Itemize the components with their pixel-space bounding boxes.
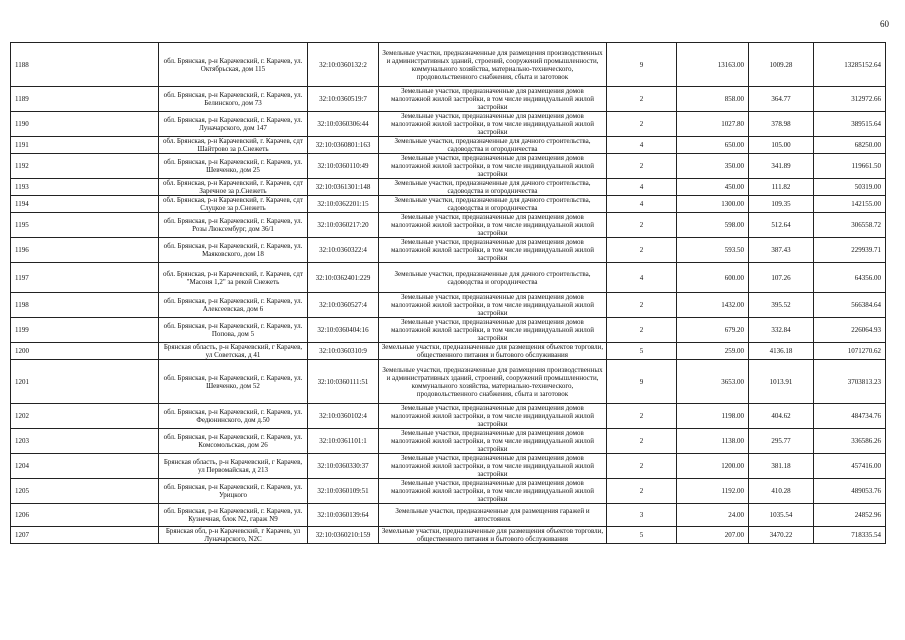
cadastral-number-cell: 32:10:0360527:4: [308, 293, 379, 318]
area-cell: 24.00: [677, 504, 749, 527]
cadastral-number-cell: 32:10:0360110:49: [308, 154, 379, 179]
address-cell: Брянская область, р-н Карачевский, г Карачев, ул Советская, д 41: [159, 343, 308, 360]
purpose-group-cell: 2: [607, 238, 677, 263]
table-row: [11, 343, 886, 360]
land-purpose-cell: Земельные участки, предназначенные для размещения домов малоэтажной жилой застройки, в том числе индивидуальной жилой застройки: [379, 318, 607, 343]
purpose-group-cell: 4: [607, 179, 677, 196]
purpose-group-cell: 2: [607, 454, 677, 479]
cadastral-value-table: [10, 42, 886, 544]
cadastral-number-cell: 32:10:0360139:64: [308, 504, 379, 527]
land-purpose-cell: Земельные участки, предназначенные для размещения домов малоэтажной жилой застройки, в том числе индивидуальной жилой застройки: [379, 112, 607, 137]
row-number-cell: 1207: [11, 527, 159, 544]
address-cell: обл. Брянская, р-н Карачевский, г. Карачев, ул. Комсомольская, дом 26: [159, 429, 308, 454]
address-cell: обл. Брянская, р-н Карачевский, г. Карачев, сдт Слуцкое за р.Снежеть: [159, 196, 308, 213]
address-cell: обл. Брянская, р-н Карачевский, г. Карачев, ул. Кузнечная, блок N2, гараж N9: [159, 504, 308, 527]
cadastral-value-cell: 718335.54: [814, 527, 886, 544]
specific-value-cell: 295.77: [749, 429, 814, 454]
area-cell: 1300.00: [677, 196, 749, 213]
cadastral-number-cell: 32:10:0360330:37: [308, 454, 379, 479]
cadastral-value-cell: 13285152.64: [814, 43, 886, 87]
purpose-group-cell: 2: [607, 112, 677, 137]
row-number-cell: 1197: [11, 263, 159, 293]
purpose-group-cell: 5: [607, 343, 677, 360]
specific-value-cell: 378.98: [749, 112, 814, 137]
purpose-group-cell: 2: [607, 213, 677, 238]
specific-value-cell: 395.52: [749, 293, 814, 318]
area-cell: 1138.00: [677, 429, 749, 454]
cadastral-number-cell: 32:10:0360109:51: [308, 479, 379, 504]
cadastral-value-cell: 566384.64: [814, 293, 886, 318]
row-number-cell: 1200: [11, 343, 159, 360]
specific-value-cell: 381.18: [749, 454, 814, 479]
purpose-group-cell: 4: [607, 263, 677, 293]
purpose-group-cell: 3: [607, 504, 677, 527]
row-number-cell: 1189: [11, 87, 159, 112]
cadastral-value-cell: 142155.00: [814, 196, 886, 213]
specific-value-cell: 105.00: [749, 137, 814, 154]
cadastral-number-cell: 32:10:0361301:148: [308, 179, 379, 196]
address-cell: обл. Брянская, р-н Карачевский, г. Карачев, ул. Октябрьская, дом 115: [159, 43, 308, 87]
purpose-group-cell: 9: [607, 43, 677, 87]
area-cell: 207.00: [677, 527, 749, 544]
table-row: [11, 43, 886, 87]
purpose-group-cell: 4: [607, 196, 677, 213]
land-purpose-cell: Земельные участки, предназначенные для размещения домов малоэтажной жилой застройки, в том числе индивидуальной жилой застройки: [379, 154, 607, 179]
table-row: [11, 196, 886, 213]
row-number-cell: 1206: [11, 504, 159, 527]
land-purpose-cell: Земельные участки, предназначенные для дачного строительства, садоводства и огородничества: [379, 263, 607, 293]
address-cell: обл. Брянская, р-н Карачевский, г. Карачев, ул. Попова, дом 5: [159, 318, 308, 343]
table-row: [11, 87, 886, 112]
cadastral-value-cell: 336586.26: [814, 429, 886, 454]
land-purpose-cell: Земельные участки, предназначенные для размещения домов малоэтажной жилой застройки, в том числе индивидуальной жилой застройки: [379, 87, 607, 112]
specific-value-cell: 1013.91: [749, 360, 814, 404]
cadastral-value-cell: 489053.76: [814, 479, 886, 504]
cadastral-number-cell: 32:10:0360519:7: [308, 87, 379, 112]
specific-value-cell: 404.62: [749, 404, 814, 429]
address-cell: обл. Брянская, р-н Карачевский, г. Карачев, ул. Алексеевская, дом 6: [159, 293, 308, 318]
specific-value-cell: 364.77: [749, 87, 814, 112]
cadastral-value-cell: 457416.00: [814, 454, 886, 479]
cadastral-number-cell: 32:10:0360210:159: [308, 527, 379, 544]
area-cell: 650.00: [677, 137, 749, 154]
table-row: [11, 360, 886, 404]
address-cell: обл. Брянская, р-н Карачевский, г. Карачев, ул. Урицкого: [159, 479, 308, 504]
specific-value-cell: 1035.54: [749, 504, 814, 527]
row-number-cell: 1203: [11, 429, 159, 454]
table-row: [11, 179, 886, 196]
row-number-cell: 1188: [11, 43, 159, 87]
table-row: [11, 527, 886, 544]
address-cell: обл. Брянская, р-н Карачевский, г. Карачев, ул. Луначарского, дом 147: [159, 112, 308, 137]
table-row: [11, 154, 886, 179]
specific-value-cell: 3470.22: [749, 527, 814, 544]
cadastral-number-cell: 32:10:0360111:51: [308, 360, 379, 404]
cadastral-number-cell: 32:10:0360310:9: [308, 343, 379, 360]
table-body: [11, 43, 886, 544]
area-cell: 3653.00: [677, 360, 749, 404]
cadastral-value-cell: 1071270.62: [814, 343, 886, 360]
cadastral-number-cell: 32:10:0360217:20: [308, 213, 379, 238]
cadastral-number-cell: 32:10:0360404:16: [308, 318, 379, 343]
purpose-group-cell: 4: [607, 137, 677, 154]
address-cell: обл. Брянская, р-н Карачевский, г. Карачев, сдт Заречное за р.Снежеть: [159, 179, 308, 196]
cadastral-number-cell: 32:10:0361101:1: [308, 429, 379, 454]
row-number-cell: 1202: [11, 404, 159, 429]
row-number-cell: 1201: [11, 360, 159, 404]
table-row: [11, 429, 886, 454]
row-number-cell: 1191: [11, 137, 159, 154]
specific-value-cell: 341.89: [749, 154, 814, 179]
address-cell: Брянская обл, р-н Карачевский, г Карачев, ул Луначарского, N2С: [159, 527, 308, 544]
cadastral-value-cell: 484734.76: [814, 404, 886, 429]
land-purpose-cell: Земельные участки, предназначенные для дачного строительства, садоводства и огородничества: [379, 137, 607, 154]
area-cell: 600.00: [677, 263, 749, 293]
specific-value-cell: 387.43: [749, 238, 814, 263]
area-cell: 1192.00: [677, 479, 749, 504]
specific-value-cell: 4136.18: [749, 343, 814, 360]
purpose-group-cell: 2: [607, 429, 677, 454]
cadastral-value-cell: 50319.00: [814, 179, 886, 196]
table-row: [11, 137, 886, 154]
address-cell: обл. Брянская, р-н Карачевский, г. Карачев, ул. Шевченко, дом 52: [159, 360, 308, 404]
specific-value-cell: 332.84: [749, 318, 814, 343]
area-cell: 679.20: [677, 318, 749, 343]
specific-value-cell: 107.26: [749, 263, 814, 293]
cadastral-value-cell: 389515.64: [814, 112, 886, 137]
address-cell: обл. Брянская, р-н Карачевский, г. Карачев, ул. Шевченко, дом 25: [159, 154, 308, 179]
cadastral-number-cell: 32:10:0362201:15: [308, 196, 379, 213]
land-purpose-cell: Земельные участки, предназначенные для размещения объектов торговли, общественного питания и бытового обслуживания: [379, 527, 607, 544]
address-cell: обл. Брянская, р-н Карачевский, г. Карачев, ул. Маяковского, дом 18: [159, 238, 308, 263]
row-number-cell: 1194: [11, 196, 159, 213]
address-cell: обл. Брянская, р-н Карачевский, г. Карачев, ул. Белинского, дом 73: [159, 87, 308, 112]
address-cell: обл. Брянская, р-н Карачевский, г. Карачев, ул. Розы Люксембург, дом 36/1: [159, 213, 308, 238]
table-row: [11, 318, 886, 343]
cadastral-number-cell: 32:10:0360801:163: [308, 137, 379, 154]
purpose-group-cell: 2: [607, 479, 677, 504]
cadastral-value-cell: 3703813.23: [814, 360, 886, 404]
purpose-group-cell: 2: [607, 154, 677, 179]
page-number: 60: [880, 19, 889, 29]
area-cell: 1200.00: [677, 454, 749, 479]
table-row: [11, 112, 886, 137]
area-cell: 259.00: [677, 343, 749, 360]
purpose-group-cell: 9: [607, 360, 677, 404]
address-cell: обл. Брянская, р-н Карачевский, г. Карачев, сдт Шайтрово за р.Снежеть: [159, 137, 308, 154]
purpose-group-cell: 5: [607, 527, 677, 544]
purpose-group-cell: 2: [607, 293, 677, 318]
cadastral-value-cell: 229939.71: [814, 238, 886, 263]
area-cell: 593.50: [677, 238, 749, 263]
row-number-cell: 1198: [11, 293, 159, 318]
area-cell: 350.00: [677, 154, 749, 179]
cadastral-number-cell: 32:10:0360102:4: [308, 404, 379, 429]
land-purpose-cell: Земельные участки, предназначенные для дачного строительства, садоводства и огородничества: [379, 196, 607, 213]
land-purpose-cell: Земельные участки, предназначенные для размещения домов малоэтажной жилой застройки, в том числе индивидуальной жилой застройки: [379, 454, 607, 479]
cadastral-number-cell: 32:10:0362401:229: [308, 263, 379, 293]
land-purpose-cell: Земельные участки, предназначенные для размещения объектов торговли, общественного питания и бытового обслуживания: [379, 343, 607, 360]
row-number-cell: 1190: [11, 112, 159, 137]
table-row: [11, 404, 886, 429]
row-number-cell: 1192: [11, 154, 159, 179]
land-purpose-cell: Земельные участки, предназначенные для размещения домов малоэтажной жилой застройки, в том числе индивидуальной жилой застройки: [379, 238, 607, 263]
purpose-group-cell: 2: [607, 87, 677, 112]
area-cell: 1027.80: [677, 112, 749, 137]
address-cell: Брянская область, р-н Карачевский, г Карачев, ул Первомайская, д 213: [159, 454, 308, 479]
land-purpose-cell: Земельные участки, предназначенные для размещения домов малоэтажной жилой застройки, в том числе индивидуальной жилой застройки: [379, 404, 607, 429]
land-purpose-cell: Земельные участки, предназначенные для размещения гаражей и автостоянок: [379, 504, 607, 527]
area-cell: 598.00: [677, 213, 749, 238]
cadastral-value-cell: 68250.00: [814, 137, 886, 154]
cadastral-number-cell: 32:10:0360306:44: [308, 112, 379, 137]
area-cell: 1432.00: [677, 293, 749, 318]
specific-value-cell: 111.82: [749, 179, 814, 196]
cadastral-value-cell: 226064.93: [814, 318, 886, 343]
cadastral-value-cell: 306558.72: [814, 213, 886, 238]
area-cell: 1198.00: [677, 404, 749, 429]
land-purpose-cell: Земельные участки, предназначенные для размещения домов малоэтажной жилой застройки, в том числе индивидуальной жилой застройки: [379, 429, 607, 454]
table-row: [11, 293, 886, 318]
land-purpose-cell: Земельные участки, предназначенные для размещения домов малоэтажной жилой застройки, в том числе индивидуальной жилой застройки: [379, 213, 607, 238]
row-number-cell: 1205: [11, 479, 159, 504]
table-row: [11, 238, 886, 263]
table-row: [11, 454, 886, 479]
cadastral-number-cell: 32:10:0360132:2: [308, 43, 379, 87]
land-purpose-cell: Земельные участки, предназначенные для дачного строительства, садоводства и огородничества: [379, 179, 607, 196]
area-cell: 450.00: [677, 179, 749, 196]
row-number-cell: 1204: [11, 454, 159, 479]
area-cell: 13163.00: [677, 43, 749, 87]
specific-value-cell: 1009.28: [749, 43, 814, 87]
table-row: [11, 504, 886, 527]
specific-value-cell: 512.64: [749, 213, 814, 238]
land-purpose-cell: Земельные участки, предназначенные для размещения производственных и административных зданий, строений, сооружений промышленности, коммунального хозяйства, материально-технического, продовольственного снабжения, сбыта и заготовок: [379, 43, 607, 87]
table-row: [11, 263, 886, 293]
address-cell: обл. Брянская, р-н Карачевский, г. Карачев, ул. Федюнинского, дом д.50: [159, 404, 308, 429]
address-cell: обл. Брянская, р-н Карачевский, г. Карачев, сдт "Масоня 1,2" за рекой Снежеть: [159, 263, 308, 293]
cadastral-value-cell: 119661.50: [814, 154, 886, 179]
row-number-cell: 1193: [11, 179, 159, 196]
purpose-group-cell: 2: [607, 318, 677, 343]
cadastral-number-cell: 32:10:0360322:4: [308, 238, 379, 263]
land-purpose-cell: Земельные участки, предназначенные для размещения производственных и административных зданий, строений, сооружений промышленности, коммунального хозяйства, материально-технического, продовольственного снабжения, сбыта и заготовок: [379, 360, 607, 404]
land-purpose-cell: Земельные участки, предназначенные для размещения домов малоэтажной жилой застройки, в том числе индивидуальной жилой застройки: [379, 293, 607, 318]
row-number-cell: 1196: [11, 238, 159, 263]
cadastral-value-cell: 24852.96: [814, 504, 886, 527]
table-row: [11, 213, 886, 238]
row-number-cell: 1199: [11, 318, 159, 343]
cadastral-value-cell: 312972.66: [814, 87, 886, 112]
specific-value-cell: 410.28: [749, 479, 814, 504]
specific-value-cell: 109.35: [749, 196, 814, 213]
table-row: [11, 479, 886, 504]
purpose-group-cell: 2: [607, 404, 677, 429]
area-cell: 858.00: [677, 87, 749, 112]
land-purpose-cell: Земельные участки, предназначенные для размещения домов малоэтажной жилой застройки, в том числе индивидуальной жилой застройки: [379, 479, 607, 504]
row-number-cell: 1195: [11, 213, 159, 238]
cadastral-value-cell: 64356.00: [814, 263, 886, 293]
